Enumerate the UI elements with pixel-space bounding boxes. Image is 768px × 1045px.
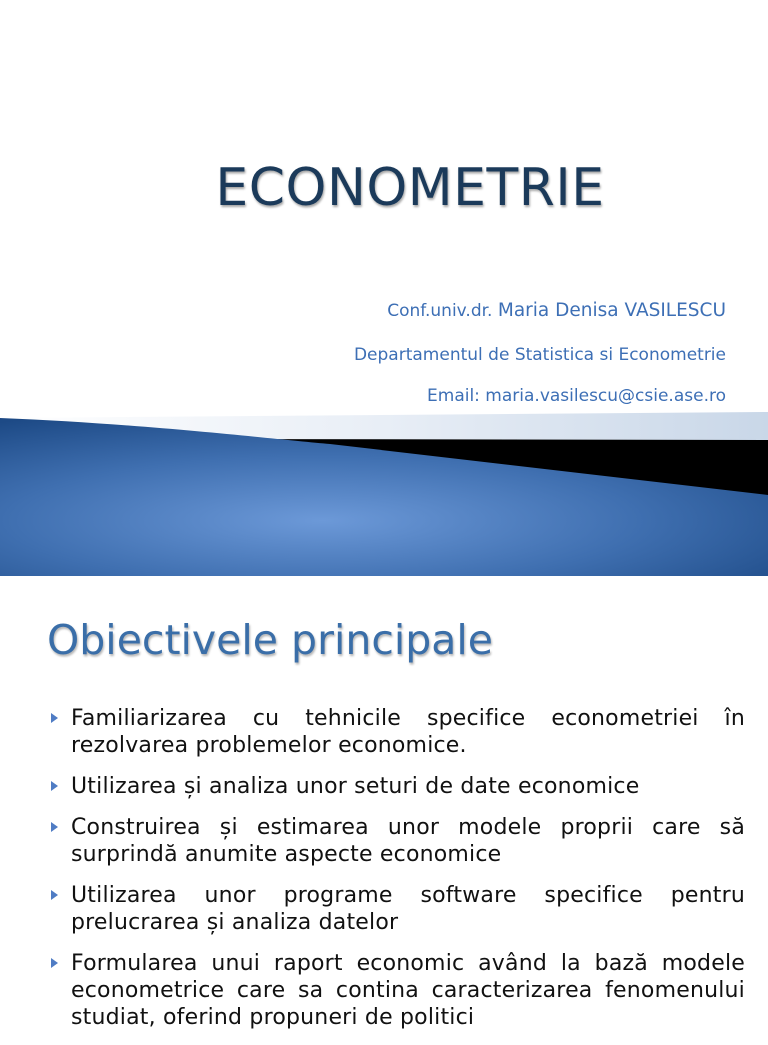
bullet-text: Utilizarea și analiza unor seturi de date economice [71,774,640,799]
list-item [48,814,745,868]
list-item [48,882,745,936]
author-name: Maria Denisa VASILESCU [497,300,726,321]
bullet-arrow-icon [51,713,58,723]
author-prefix: Conf.univ.dr. [387,301,493,321]
bullet-arrow-icon [51,890,58,900]
list-item [48,705,745,759]
slide-title: ECONOMETRIE [215,158,605,218]
list-item [48,773,745,800]
decorative-swoosh-band [0,410,768,576]
bullet-arrow-icon [51,958,58,968]
objectives-list [48,705,745,1045]
objectives-title: Obiectivele principale [47,616,494,664]
bullet-arrow-icon [51,781,58,791]
list-item [48,950,745,1031]
department-line: Departamentul de Statistica si Econometrie [353,345,726,365]
bullet-text: Construirea și estimarea unor modele proprii care să surprindă anumite aspecte economice [71,815,745,867]
bullet-arrow-icon [51,822,58,832]
author-line [126,300,726,321]
email-line: Email: maria.vasilescu@csie.ase.ro [427,386,726,406]
bullet-text: Familiarizarea cu tehnicile specifice econometriei în rezolvarea problemelor economice. [71,706,745,758]
bullet-text: Utilizarea unor programe software specifice pentru prelucrarea și analiza datelor [71,883,745,935]
bullet-text: Formularea unui raport economic având la bază modele econometrice care sa contina caracterizarea fenomenului studiat, oferind propuneri de politici [71,951,745,1030]
